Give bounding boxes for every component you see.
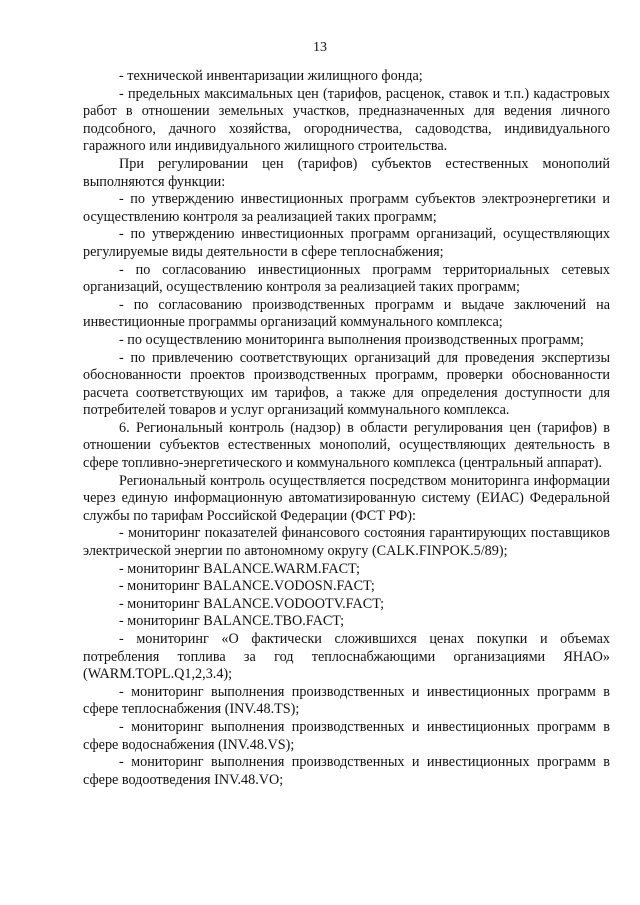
paragraph: - по утверждению инвестиционных программ субъектов электроэнергетики и осуществлению контроля за реализацией таких программ; <box>83 191 610 225</box>
list-item: - мониторинг BALANCE.WARM.FACT; <box>119 560 360 577</box>
list-item: - мониторинг BALANCE.VODOSN.FACT; <box>119 578 375 595</box>
page-number: 13 <box>313 40 327 55</box>
paragraph: Региональный контроль осуществляется посредством мониторинга информации через единую информационную автоматизированную систему (ЕИАС) Федеральной службы по тарифам Российской Федерации (ФСТ РФ): <box>83 472 610 524</box>
list-item: - мониторинг выполнения производственных и инвестиционных программ в сфере теплоснабжения (INV.48.TS); <box>83 683 610 718</box>
paragraph: - технической инвентаризации жилищного фонда; <box>119 68 423 84</box>
paragraph: - по утверждению инвестиционных программ организаций, осуществляющих регулируемые виды деятельности в сфере теплоснабжения; <box>83 226 610 260</box>
paragraph: - по согласованию инвестиционных программ территориальных сетевых организаций, осуществлению контроля за реализацией таких программ; <box>83 261 610 296</box>
list-item: - мониторинг выполнения производственных и инвестиционных программ в сфере водоотведения INV.48.VO; <box>83 754 610 788</box>
paragraph: - по привлечению соответствующих организаций для проведения экспертизы обоснованности проектов производственных программ, проверки обоснованности расчета соответствующих им тарифов, а также для определения доступности для потребителей товаров и услуг организаций коммунального комплекса. <box>83 349 610 419</box>
paragraph: - по согласованию производственных программ и выдаче заключений на инвестиционные программы организаций коммунального комплекса; <box>83 296 610 331</box>
list-item: - мониторинг выполнения производственных и инвестиционных программ в сфере водоснабжения (INV.48.VS); <box>83 718 610 753</box>
list-item: - мониторинг BALANCE.VODOOTV.FACT; <box>119 595 385 612</box>
section-paragraph: 6. Региональный контроль (надзор) в области регулирования цен (тарифов) в отношении субъектов естественных монополий, осуществляющих деятельность в сфере топливно-энергетического и коммунального комплекса (центральный аппарат). <box>83 419 610 472</box>
document-body <box>83 68 610 789</box>
paragraph: При регулировании цен (тарифов) субъектов естественных монополий выполняются функции: <box>83 155 610 190</box>
list-item: - мониторинг «О фактически сложившихся ценах покупки и объемах потребления топлива за год теплоснабжающими организациями ЯНАО» (WARM.TOPL.Q1,2,3.4); <box>83 631 610 683</box>
paragraph: - предельных максимальных цен (тарифов, расценок, ставок и т.п.) кадастровых работ в отношении земельных участков, предназначенных для ведения личного подсобного, дачного хозяйства, огородничества, садоводства, индивидуального гаражного или индивидуального жилищного строительства. <box>83 85 610 155</box>
list-item: - мониторинг BALANCE.TBO.FACT; <box>119 613 345 630</box>
list-item: - мониторинг показателей финансового состояния гарантирующих поставщиков электрической энергии по автономному округу (CALK.FINPOK.5/89); <box>83 525 610 560</box>
paragraph: - по осуществлению мониторинга выполнения производственных программ; <box>119 331 584 348</box>
